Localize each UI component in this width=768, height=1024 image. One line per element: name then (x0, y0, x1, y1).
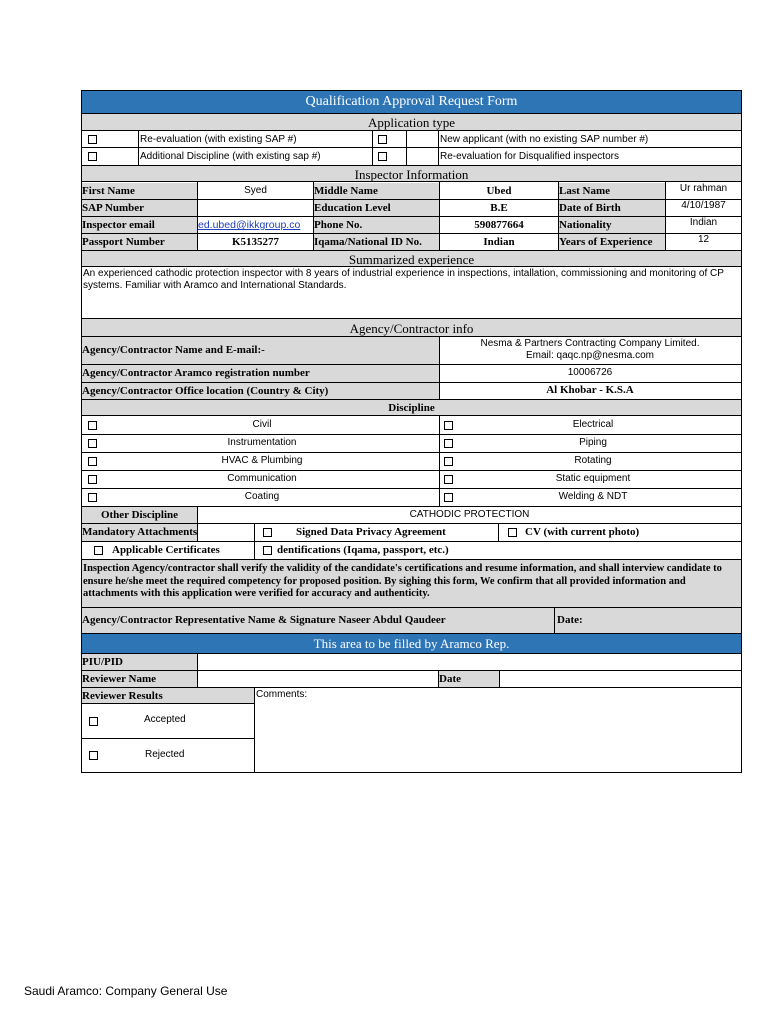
reviewer-date-field[interactable] (500, 671, 741, 687)
reviewer-name-label: Reviewer Name (82, 671, 197, 687)
privacy-agreement-label: Signed Data Privacy Agreement (296, 526, 446, 538)
identifications-label: dentifications (Iqama, passport, etc.) (277, 544, 449, 556)
agency-office-label: Agency/Contractor Office location (Country & City) (82, 383, 439, 399)
other-discipline-label: Other Discipline (82, 507, 197, 523)
middle-name-label: Middle Name (314, 183, 439, 199)
electrical-label: Electrical (572, 419, 614, 430)
agency-registration-label: Agency/Contractor Aramco registration number (82, 365, 439, 382)
civil-checkbox[interactable] (88, 421, 97, 430)
iqama-label: Iqama/National ID No. (314, 234, 439, 250)
first-name-label: First Name (82, 183, 197, 199)
declaration-text: Inspection Agency/contractor shall verify the validity of the candidate's certifications and resume information, and shall interview candidate to ensure he/she meet the required competency for proposed position. By sighing this form, We confirm that all provided information and attachments with this application were verified for accuracy and authenticity. (82, 560, 741, 608)
civil-label: Civil (252, 419, 272, 430)
coating-label: Coating (244, 491, 280, 502)
cv-label: CV (with current photo) (525, 526, 640, 538)
reevaluation-label: Re-evaluation (with existing SAP #) (140, 134, 297, 145)
identifications-checkbox[interactable] (263, 546, 272, 555)
agency-email-value[interactable]: Email: qaqc.np@nesma.com (526, 350, 654, 361)
instrumentation-label: Instrumentation (227, 437, 297, 448)
instrumentation-checkbox[interactable] (88, 439, 97, 448)
new-applicant-label: New applicant (with no existing SAP number #) (440, 134, 649, 145)
dob-value[interactable]: 4/10/1987 (681, 200, 726, 211)
summary-header: Summarized experience (82, 250, 741, 267)
piu-label: PIU/PID (82, 654, 197, 670)
electrical-checkbox[interactable] (444, 421, 453, 430)
nationality-label: Nationality (559, 217, 665, 233)
dob-label: Date of Birth (559, 200, 665, 216)
other-discipline-value[interactable]: CATHODIC PROTECTION (409, 509, 530, 520)
discipline-grid (82, 416, 741, 506)
agency-header: Agency/Contractor info (82, 318, 741, 337)
rejected-checkbox[interactable] (89, 751, 98, 760)
passport-value[interactable]: K5135277 (231, 236, 280, 248)
additional-discipline-checkbox[interactable] (88, 152, 97, 161)
nationality-value[interactable]: Indian (689, 217, 718, 228)
agency-registration-value[interactable]: 10006726 (567, 367, 613, 378)
comments-field[interactable] (255, 688, 741, 772)
footer-classification: Saudi Aramco: Company General Use (24, 984, 228, 998)
education-label: Education Level (314, 200, 439, 216)
hvac-checkbox[interactable] (88, 457, 97, 466)
attachments-section (82, 524, 741, 560)
accepted-label: Accepted (144, 714, 186, 725)
passport-label: Passport Number (82, 234, 197, 250)
application-type-header: Application type (82, 113, 741, 131)
disqualified-reevaluation-label: Re-evaluation for Disqualified inspectors (440, 151, 619, 162)
education-value[interactable]: B.E (490, 202, 508, 214)
welding-ndt-label: Welding & NDT (558, 491, 628, 502)
experience-label: Years of Experience (559, 234, 665, 250)
hvac-label: HVAC & Plumbing (221, 455, 303, 466)
disqualified-reevaluation-checkbox[interactable] (378, 152, 387, 161)
reviewer-name-field[interactable] (198, 671, 438, 687)
signature-date-label[interactable]: Date: (557, 614, 583, 626)
attachments-label: Mandatory Attachments (82, 524, 197, 541)
signature-label[interactable]: Agency/Contractor Representative Name & Signature Naseer Abdul Qaudeer (82, 614, 446, 626)
inspector-email-label: Inspector email (82, 217, 197, 233)
qualification-form (81, 90, 742, 773)
cv-checkbox[interactable] (508, 528, 517, 537)
other-discipline-row (82, 506, 741, 524)
summary-text[interactable]: An experienced cathodic protection inspector with 8 years of industrial experience in inspections, intallation, commissioning and monitoring of CP systems. Familiar with Aramco and International Standards. (83, 268, 724, 291)
accepted-checkbox[interactable] (89, 717, 98, 726)
discipline-header: Discipline (82, 399, 741, 416)
reviewer-date-label: Date (439, 671, 499, 687)
static-equipment-checkbox[interactable] (444, 475, 453, 484)
piping-label: Piping (579, 437, 607, 448)
phone-label: Phone No. (314, 217, 439, 233)
middle-name-value[interactable]: Ubed (486, 185, 512, 197)
iqama-value[interactable]: Indian (483, 236, 515, 248)
last-name-value[interactable]: Ur rahman (679, 183, 728, 194)
certificates-label: Applicable Certificates (112, 544, 220, 556)
agency-office-value[interactable]: Al Khobar - K.S.A (546, 384, 634, 396)
experience-value[interactable]: 12 (697, 234, 710, 245)
last-name-label: Last Name (559, 183, 665, 199)
inspector-info-grid (82, 182, 741, 250)
aramco-header: This area to be filled by Aramco Rep. (82, 634, 741, 654)
static-equipment-label: Static equipment (555, 473, 631, 484)
agency-name-value[interactable]: Nesma & Partners Contracting Company Limited. (480, 338, 700, 349)
piu-field[interactable] (198, 654, 741, 670)
reevaluation-checkbox[interactable] (88, 135, 97, 144)
sap-number-value[interactable] (198, 200, 313, 216)
communication-label: Communication (227, 473, 297, 484)
new-applicant-checkbox[interactable] (378, 135, 387, 144)
comments-label: Comments: (256, 689, 308, 700)
inspector-email-value[interactable]: ed.ubed@ikkgroup.co (198, 219, 301, 231)
form-title: Qualification Approval Request Form (82, 91, 741, 113)
rotating-checkbox[interactable] (444, 457, 453, 466)
application-type-grid (82, 131, 741, 165)
phone-value[interactable]: 590877664 (474, 219, 524, 231)
first-name-value[interactable]: Syed (244, 185, 267, 196)
aramco-section (82, 654, 741, 772)
inspector-info-header: Inspector Information (82, 165, 741, 182)
agency-grid (82, 337, 741, 399)
privacy-agreement-checkbox[interactable] (263, 528, 272, 537)
agency-name-label: Agency/Contractor Name and E-mail:- (82, 337, 439, 364)
additional-discipline-label: Additional Discipline (with existing sap #) (140, 151, 321, 162)
piping-checkbox[interactable] (444, 439, 453, 448)
rotating-label: Rotating (574, 455, 612, 466)
communication-checkbox[interactable] (88, 475, 97, 484)
reviewer-results-label: Reviewer Results (82, 688, 254, 704)
sap-number-label: SAP Number (82, 200, 197, 216)
welding-ndt-checkbox[interactable] (444, 493, 453, 502)
coating-checkbox[interactable] (88, 493, 97, 502)
rejected-label: Rejected (145, 749, 185, 760)
signature-row (82, 608, 741, 634)
certificates-checkbox[interactable] (94, 546, 103, 555)
